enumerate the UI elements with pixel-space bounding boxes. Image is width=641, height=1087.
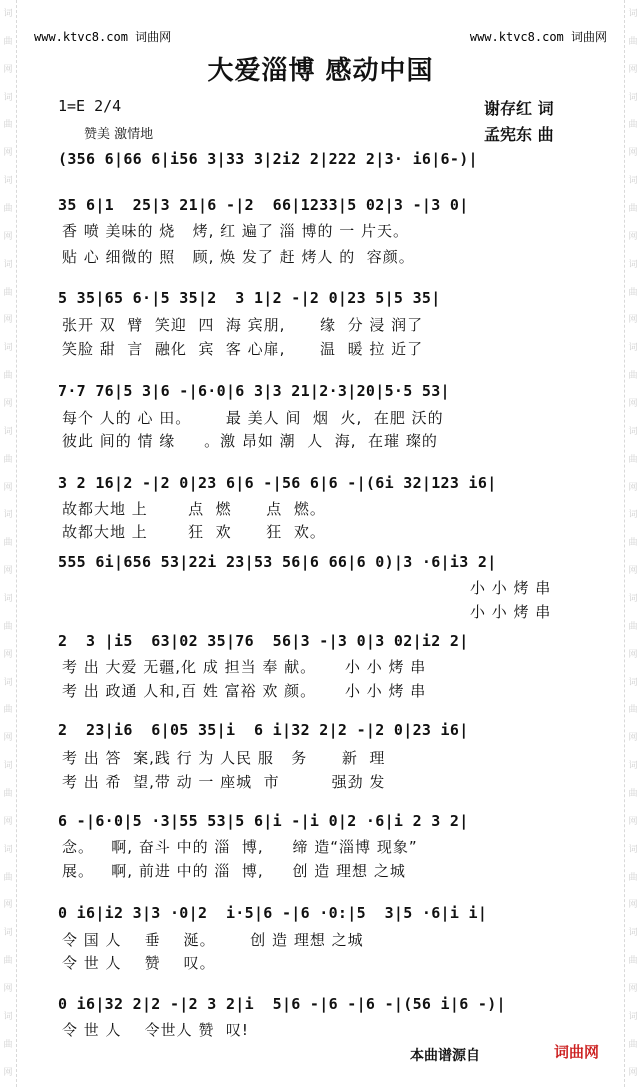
lyric-line-10-verse-2: 令 世 人 赞 叹。	[62, 954, 216, 972]
watermark-char: 曲	[628, 1039, 638, 1050]
lyric-line-7-verse-2: 考 出 政通 人和,百 姓 富裕 欢 颜。 小 小 烤 串	[62, 682, 427, 700]
watermark-char: 曲	[3, 538, 13, 549]
watermark-char: 词	[3, 92, 13, 103]
watermark-char: 网	[628, 64, 638, 75]
watermark-char: 网	[628, 566, 638, 577]
site-url-right[interactable]: www.ktvc8.com 词曲网	[469, 30, 607, 44]
watermark-char: 曲	[628, 705, 638, 716]
score-notes-line-10: 0 i6|i2 3|3 ·0|2 i·5|6 -|6 ·0:|5 3|5 ·6|i i|	[58, 904, 488, 922]
watermark-char: 网	[628, 148, 638, 159]
watermark-char: 曲	[628, 538, 638, 549]
watermark-char: 词	[628, 593, 638, 604]
watermark-char: 曲	[3, 621, 13, 632]
score-notes-line-3: 5 35|65 6·|5 35|2 3 1|2 -|2 0|23 5|5 35|	[58, 289, 441, 307]
watermark-char: 曲	[628, 621, 638, 632]
watermark-char: 词	[628, 426, 638, 437]
score-notes-line-7: 2 3 |i5 63|02 35|76 56|3 -|3 0|3 02|i2 2|	[58, 632, 469, 650]
watermark-char: 词	[628, 677, 638, 688]
watermark-char: 词	[628, 8, 638, 19]
watermark-char: 曲	[3, 705, 13, 716]
watermark-char: 词	[3, 343, 13, 354]
lyric-line-7-verse-1: 考 出 大爱 无疆,化 成 担当 奉 献。 小 小 烤 串	[62, 658, 427, 676]
watermark-char: 词	[628, 92, 638, 103]
watermark-char: 词	[3, 259, 13, 270]
watermark-char: 网	[628, 900, 638, 911]
lyric-line-11-verse-1: 令 世 人 令世人 赞 叹!	[62, 1021, 249, 1039]
watermark-char: 词	[628, 928, 638, 939]
watermark-char: 词	[3, 426, 13, 437]
watermark-char: 词	[3, 928, 13, 939]
watermark-char: 曲	[3, 371, 13, 382]
lyric-line-4-verse-2: 彼此 间的 情 缘 。激 昂如 潮 人 海, 在璀 璨的	[62, 432, 438, 450]
watermark-char: 网	[3, 315, 13, 326]
composer-credit: 孟宪东 曲	[484, 125, 554, 144]
watermark-char: 词	[3, 1011, 13, 1022]
watermark-char: 网	[3, 900, 13, 911]
watermark-char: 词	[628, 510, 638, 521]
watermark-char: 词	[3, 176, 13, 187]
lyric-line-6-verse-1: 小 小 烤 串	[470, 579, 552, 597]
brand-link[interactable]: 词曲网	[554, 1043, 600, 1061]
watermark-char: 曲	[628, 371, 638, 382]
watermark-char: 网	[628, 984, 638, 994]
score-notes-line-8: 2 23|i6 6|05 35|i 6 i|32 2|2 -|2 0|23 i6|	[58, 721, 469, 739]
watermark-char: 曲	[3, 454, 13, 465]
watermark-char: 网	[3, 1067, 13, 1078]
site-url-left[interactable]: www.ktvc8.com 词曲网	[34, 30, 172, 44]
watermark-char: 词	[3, 761, 13, 772]
key-signature: 1=E 2/4	[58, 97, 122, 115]
watermark-char: 曲	[628, 872, 638, 883]
tempo-marking: 赞美 激情地	[84, 127, 154, 142]
watermark-char: 词	[628, 259, 638, 270]
watermark-char: 曲	[3, 203, 13, 214]
score-notes-line-6: 555 6i|656 53|22i 23|53 56|6 66|6 0)|3 ·6|i3 2|	[58, 553, 497, 571]
watermark-char: 网	[3, 148, 13, 159]
watermark-char: 网	[628, 482, 638, 493]
watermark-char: 词	[628, 343, 638, 354]
watermark-char: 网	[628, 733, 638, 744]
watermark-char: 网	[3, 984, 13, 994]
watermark-char: 词	[3, 593, 13, 604]
watermark-char: 词	[628, 761, 638, 772]
watermark-char: 曲	[3, 956, 13, 967]
watermark-char: 网	[628, 816, 638, 827]
watermark-char: 网	[3, 398, 13, 409]
watermark-char: 曲	[628, 36, 638, 47]
watermark-char: 网	[3, 816, 13, 827]
lyric-line-8-verse-2: 考 出 希 望,带 动 一 座城 市 强劲 发	[62, 773, 386, 791]
watermark-column-right	[624, 0, 641, 1087]
lyric-line-10-verse-1: 令 国 人 垂 涎。 创 造 理想 之城	[62, 931, 364, 949]
score-notes-line-5: 3 2 16|2 -|2 0|23 6|6 -|56 6|6 -|(6i 32|123 i6|	[58, 474, 497, 492]
lyric-line-4-verse-1: 每个 人的 心 田。 最 美人 间 烟 火, 在肥 沃的	[62, 409, 444, 427]
watermark-char: 曲	[628, 454, 638, 465]
score-notes-line-11: 0 i6|32 2|2 -|2 3 2|i 5|6 -|6 -|6 -|(56 i|6 -)|	[58, 995, 506, 1013]
lyric-line-5-verse-1: 故都大地 上 点 燃 点 燃。	[62, 500, 326, 518]
watermark-char: 曲	[628, 287, 638, 298]
watermark-char: 曲	[3, 1039, 13, 1050]
watermark-char: 词	[3, 844, 13, 855]
watermark-char: 网	[3, 482, 13, 493]
watermark-char: 曲	[628, 120, 638, 131]
score-notes-line-4: 7·7 76|5 3|6 -|6·0|6 3|3 21|2·3|20|5·5 53|	[58, 382, 450, 400]
source-label: 本曲谱源自	[410, 1048, 480, 1064]
watermark-char: 词	[3, 510, 13, 521]
watermark-char: 曲	[3, 120, 13, 131]
watermark-char: 词	[628, 176, 638, 187]
watermark-char: 网	[3, 64, 13, 75]
watermark-char: 曲	[3, 788, 13, 799]
lyricist-credit: 谢存红 词	[484, 99, 554, 118]
watermark-char: 词	[3, 677, 13, 688]
watermark-char: 词	[628, 1011, 638, 1022]
lyric-line-2-verse-1: 香 喷 美味的 烧 烤, 红 遍了 淄 博的 一 片天。	[62, 222, 409, 240]
score-notes-line-9: 6 -|6·0|5 ·3|55 53|5 6|i -|i 0|2 ·6|i 2 3 2|	[58, 812, 469, 830]
lyric-line-8-verse-1: 考 出 答 案,践 行 为 人民 服 务 新 理	[62, 749, 386, 767]
watermark-char: 曲	[628, 203, 638, 214]
lyric-line-9-verse-1: 念。 啊, 奋斗 中的 淄 博, 缔 造“淄博 现象”	[62, 838, 418, 856]
lyric-line-9-verse-2: 展。 啊, 前进 中的 淄 博, 创 造 理想 之城	[62, 862, 406, 880]
score-notes-line-2: 35 6|1 25|3 21|6 -|2 66|1233|5 02|3 -|3 0|	[58, 196, 469, 214]
watermark-char: 网	[3, 733, 13, 744]
watermark-char: 曲	[628, 788, 638, 799]
watermark-column-left	[0, 0, 17, 1087]
watermark-char: 网	[3, 649, 13, 660]
watermark-char: 曲	[3, 287, 13, 298]
watermark-char: 网	[628, 398, 638, 409]
watermark-char: 曲	[628, 956, 638, 967]
watermark-char: 曲	[3, 872, 13, 883]
lyric-line-5-verse-2: 故都大地 上 狂 欢 狂 欢。	[62, 523, 326, 541]
watermark-char: 网	[628, 231, 638, 242]
watermark-char: 网	[628, 315, 638, 326]
lyric-line-6-verse-2: 小 小 烤 串	[470, 603, 552, 621]
watermark-char: 网	[628, 649, 638, 660]
lyric-line-3-verse-1: 张开 双 臂 笑迎 四 海 宾朋, 缘 分 浸 润了	[62, 316, 424, 334]
watermark-char: 词	[628, 844, 638, 855]
lyric-line-2-verse-2: 贴 心 细微的 照 顾, 焕 发了 赶 烤人 的 容颜。	[62, 248, 415, 266]
watermark-char: 曲	[3, 36, 13, 47]
lyric-line-3-verse-2: 笑脸 甜 言 融化 宾 客 心扉, 温 暖 拉 近了	[62, 340, 424, 358]
watermark-char: 词	[3, 8, 13, 19]
watermark-char: 网	[628, 1067, 638, 1078]
watermark-char: 网	[3, 231, 13, 242]
score-notes-line-1: (356 6|66 6|i56 3|33 3|2i2 2|222 2|3· i6|6-)|	[58, 150, 478, 168]
song-title: 大爱淄博 感动中国	[207, 56, 434, 86]
watermark-char: 网	[3, 566, 13, 577]
